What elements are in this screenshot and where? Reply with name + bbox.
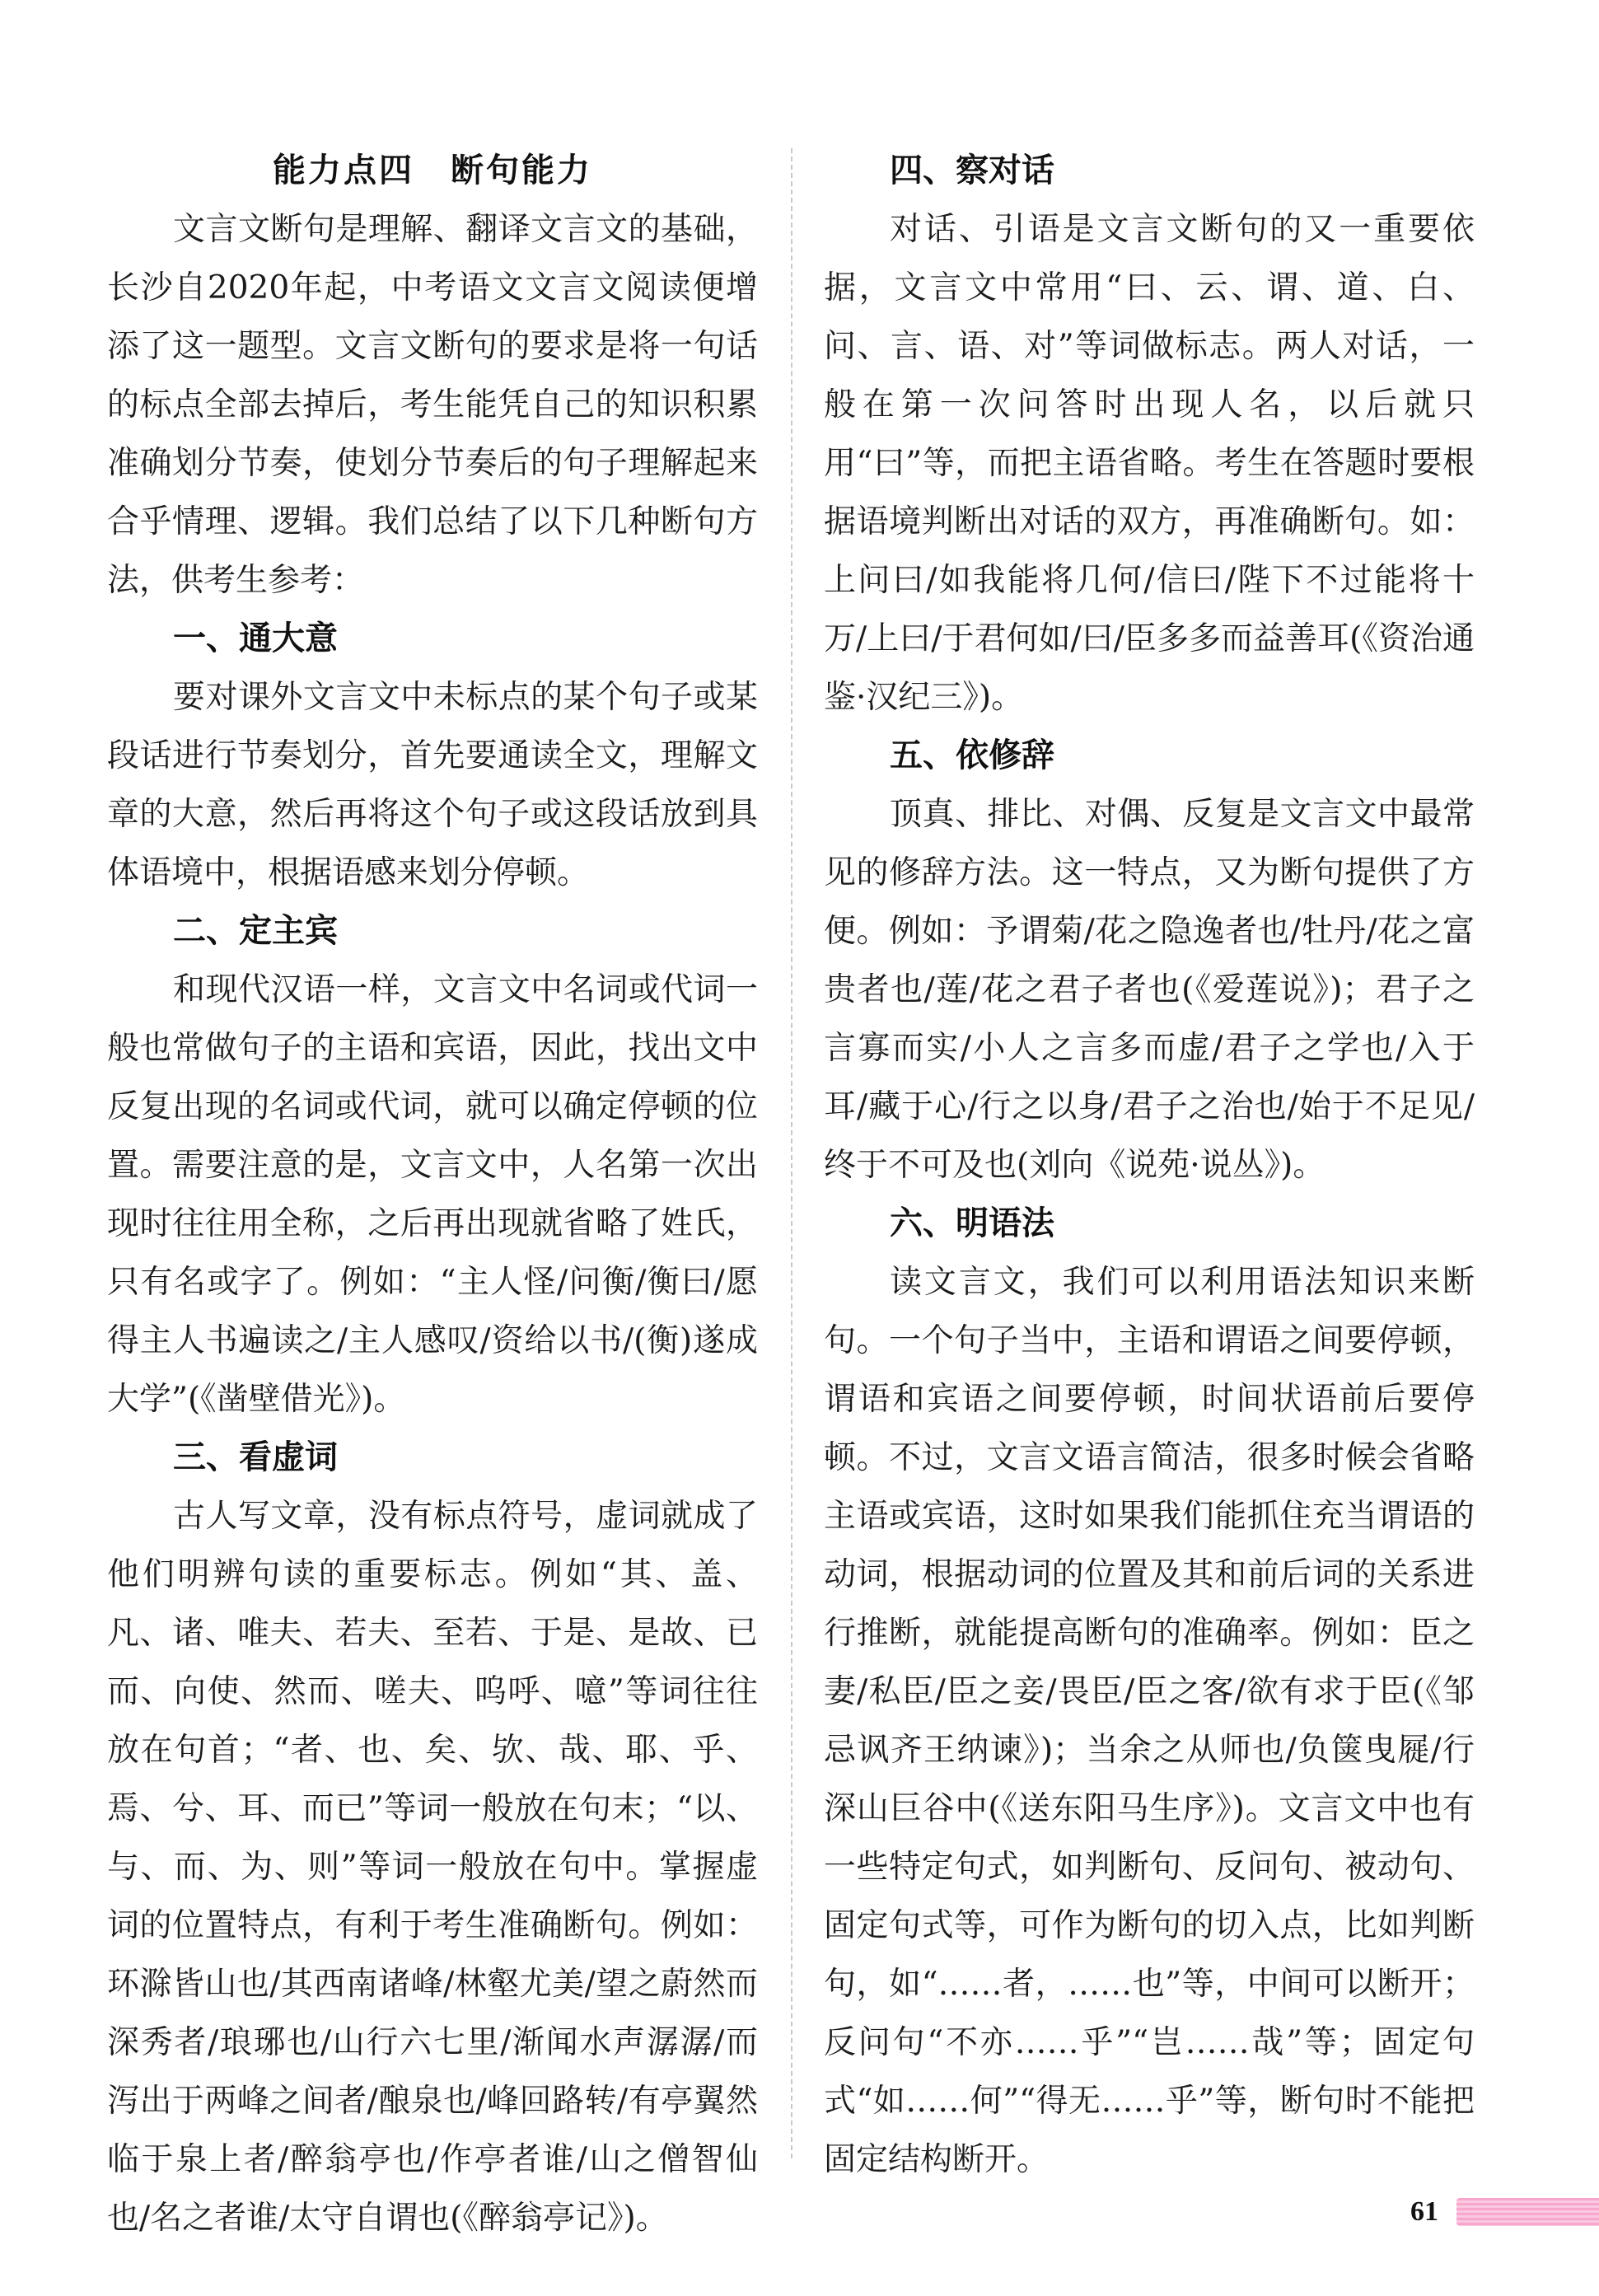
section-title-1: 一、通大意 bbox=[173, 620, 338, 657]
intro-paragraph: 文言文断句是理解、翻译文言文的基础，长沙自2020年起，中考语文文言文阅读便增添了这一题型。文言文断句的要求是将一句话的标点全部去掉后，考生能凭自己的知识积累准确划分节奏，使划分节奏后的句子理解起来合乎情理、逻辑。我们总结了以下几种断句方法，供考生参考： bbox=[107, 211, 758, 599]
section-body-6: 读文言文，我们可以利用语法知识来断句。一个句子当中，主语和谓语之间要停顿，谓语和宾语之间要停顿，时间状语前后要停顿。不过，文言文语言简洁，很多时候会省略主语或宾语，这时如果我们能抓住充当谓语的动词，根据动词的位置及其和前后词的关系进行推断，就能提高断句的准确率。例如：臣之妻/私臣/臣之妾/畏臣/臣之客/欲有求于臣(《邹忌讽齐王纳谏》)；当余之从师也/负箧曳屣/行深山巨谷中(《送东阳马生序》)。文言文中也有一些特定句式，如判断句、反问句、被动句、固定句式等，可作为断句的切入点，比如判断句，如“……者，……也”等，中间可以断开；反问句“不亦……乎”“岂……哉”等；固定句式“如……何”“得无……乎”等，断句时不能把固定结构断开。 bbox=[824, 1264, 1475, 2178]
main-title bbox=[107, 142, 758, 200]
section-body-5: 顶真、排比、对偶、反复是文言文中最常见的修辞方法。这一特点，又为断句提供了方便。例如：予谓菊/花之隐逸者也/牡丹/花之富贵者也/莲/花之君子者也(《爱莲说》)；君子之言寡而实/小人之言多而虚/君子之学也/入于耳/藏于心/行之以身/君子之治也/始于不足见/终于不可及也(刘向《说苑·说丛》)。 bbox=[824, 796, 1475, 1184]
section-title-3: 三、看虚词 bbox=[173, 1438, 338, 1476]
section-body-3: 古人写文章，没有标点符号，虚词就成了他们明辨句读的重要标志。例如“其、盖、凡、诸、唯夫、若夫、至若、于是、是故、已而、向使、然而、嗟夫、呜呼、噫”等词往往放在句首；“者、也、矣、欤、哉、耶、乎、焉、兮、耳、而已”等词一般放在句末；“以、与、而、为、则”等词一般放在句中。掌握虚词的位置特点，有利于考生准确断句。例如：环滁皆山也/其西南诸峰/林壑尤美/望之蔚然而深秀者/琅琊也/山行六七里/渐闻水声潺潺/而泻出于两峰之间者/酿泉也/峰回路转/有亭翼然临于泉上者/醉翁亭也/作亭者谁/山之僧智仙也/名之者谁/太守自谓也(《醉翁亭记》)。 bbox=[107, 1498, 758, 2237]
section-title-2: 二、定主宾 bbox=[173, 912, 338, 950]
section-body-2: 和现代汉语一样，文言文中名词或代词一般也常做句子的主语和宾语，因此，找出文中反复出现的名词或代词，就可以确定停顿的位置。需要注意的是，文言文中，人名第一次出现时往往用全称，之后再出现就省略了姓氏，只有名或字了。例如：“主人怪/问衡/衡曰/愿得主人书遍读之/主人感叹/资给以书/(衡)遂成大学”(《凿壁借光》)。 bbox=[107, 971, 758, 1418]
section-body-1: 要对课外文言文中未标点的某个句子或某段话进行节奏划分，首先要通读全文，理解文章的大意，然后再将这个句子或这段话放到具体语境中，根据语感来划分停顿。 bbox=[107, 679, 758, 891]
column-divider bbox=[791, 148, 792, 2158]
section-title-5: 五、依修辞 bbox=[890, 736, 1054, 774]
section-title-6: 六、明语法 bbox=[890, 1204, 1054, 1242]
main-title-part1: 能力点四 bbox=[273, 152, 414, 189]
right-column bbox=[824, 142, 1475, 2189]
page-number: 61 bbox=[1410, 2196, 1438, 2227]
main-title-part2: 断句能力 bbox=[451, 152, 592, 189]
section-body-4: 对话、引语是文言文断句的又一重要依据，文言文中常用“曰、云、谓、道、白、问、言、语、对”等词做标志。两人对话，一般在第一次问答时出现人名，以后就只用“曰”等，而把主语省略。考生在答题时要根据语境判断出对话的双方，再准确断句。如：上问曰/如我能将几何/信曰/陛下不过能将十万/上曰/于君何如/曰/臣多多而益善耳(《资治通鉴·汉纪三》)。 bbox=[824, 211, 1475, 716]
section-title-4: 四、察对话 bbox=[890, 152, 1054, 189]
page-corner-tab bbox=[1456, 2198, 1599, 2226]
left-column bbox=[107, 142, 758, 2247]
